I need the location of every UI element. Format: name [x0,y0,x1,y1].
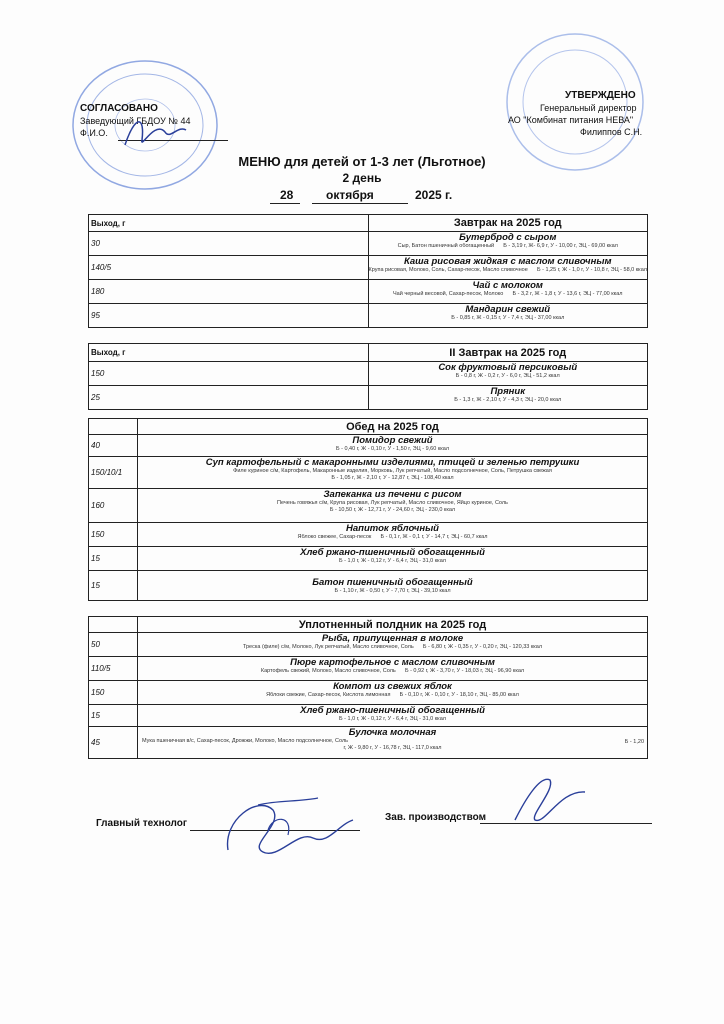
row-out: 45 [89,727,138,759]
dish-nutrition: Б - 1,0 г, Ж - 0,12 г, У - 6,4 г, ЭЦ - 31,0 ккал [339,716,446,722]
dish-name: Компот из свежих яблок [333,681,452,692]
dish-nutrition: Б - 0,92 г, Ж - 3,70 г, У - 18,03 г, ЭЦ - 96,90 ккал [404,668,525,674]
table-row [89,280,648,304]
approval-left-position: Заведующий ГБДОУ № 44 [80,116,191,126]
chief-technologist-label: Главный технолог [96,818,188,829]
snack-header-row [89,617,648,633]
dish-name: Хлеб ржано-пшеничный обогащенный [300,547,485,558]
row-out: 15 [89,547,138,571]
row-out: 15 [89,571,138,601]
dish-composition [138,534,647,541]
breakfast-title: Завтрак на 2025 год [368,215,648,232]
row-out: 110/5 [89,657,138,681]
table-row [89,232,648,256]
dish-ingredients: Крупа рисовая, Молоко, Соль, Сахар-песок, Масло сливочное [368,267,528,273]
breakfast2-out-header: Выход, г [89,344,369,362]
row-content [368,256,648,280]
head-signature-icon [120,110,190,155]
table-row [89,633,648,657]
dish-ingredients: Яблоки свежие, Сахар-песок, Кислота лимонная [266,692,391,698]
approval-right-position: Генеральный директор [540,103,637,113]
row-out: 95 [89,304,369,328]
menu-date [270,186,460,206]
lunch-title: Обед на 2025 год [138,419,648,435]
dish-nutrition: Б - 1,25 г, Ж - 1,0 г, У - 10,8 г, ЭЦ - 58,0 ккал [536,267,647,273]
lunch-header-row [89,419,648,435]
table-row [89,489,648,523]
row-content [138,489,648,523]
table-row [89,386,648,410]
date-day: 28 [280,188,294,202]
dish-ingredients: Печень говяжья с/м, Крупа рисовая, Лук репчатый, Масло сливочное, Яйцо куриное, Соль [277,500,508,506]
dish-name: Хлеб ржано-пшеничный обогащенный [300,705,485,716]
breakfast2-title: II Завтрак на 2025 год [368,344,648,362]
row-out: 15 [89,705,138,727]
row-content [368,232,648,256]
row-out: 150 [89,362,369,386]
approval-right-title: УТВЕРЖДЕНО [565,90,636,101]
row-out: 160 [89,489,138,523]
lunch-table [88,418,648,601]
approval-right-company: АО "Комбинат питания НЕВА" [508,115,634,125]
dish-nutrition: Б - 1,05 г, Ж - 2,10 г, У - 12,87 г, ЭЦ - 108,40 ккал [331,475,454,481]
date-day-line [270,203,300,204]
approval-left-fio: Ф.И.О. [80,128,108,138]
dish-name: Пюре картофельное с маслом сливочным [290,657,495,668]
row-content [368,362,648,386]
dish-nutrition: Б - 0,10 г, Ж - 0,10 г, У - 18,10 г, ЭЦ - 85,00 ккал [399,692,519,698]
dish-nutrition: Б - 6,80 г, Ж - 0,35 г, У - 0,20 г, ЭЦ - 120,33 ккал [422,644,543,650]
row-out: 150 [89,523,138,547]
dish-nutrition: Б - 1,3 г, Ж - 2,10 г, У - 4,3 г, ЭЦ - 20,0 ккал [454,397,562,403]
dish-nutrition: Б - 10,50 г, Ж - 12,71 г, У - 24,60 г, ЭЦ - 230,0 ккал [329,507,456,513]
row-content [138,657,648,681]
table-row [89,435,648,457]
row-content [138,571,648,601]
dish-ingredients: Мука пшеничная в/с, Сахар-песок, Дрожжи, Молоко, Масло подсолнечное, Соль [142,738,349,744]
menu-day: 2 день [342,171,382,185]
dish-name: Булочка молочная [348,727,437,738]
date-year: 2025 г. [415,188,453,202]
dish-ingredients: Чай черный весовой, Сахар-песок, Молоко [393,291,504,297]
row-content [368,386,648,410]
dish-nutrition: Б - 1,0 г, Ж - 0,12 г, У - 6,4 г, ЭЦ - 31,0 ккал [339,558,446,564]
row-content [368,304,648,328]
dish-name: Мандарин свежий [465,304,551,315]
breakfast2-table [88,343,648,410]
row-out: 50 [89,633,138,657]
dish-name: Бутерброд с сыром [459,232,557,243]
dish-name: Помидор свежий [352,435,433,446]
dish-ingredients: Филе куриное с/м, Картофель, Макаронные изделия, Морковь, Лук репчатый, Масло подсолнечное, Соль, Петрушка свежая [233,468,552,474]
dish-composition [138,644,647,651]
table-row [89,362,648,386]
snack-out-empty [89,617,138,633]
table-row [89,571,648,601]
table-row [89,256,648,280]
dish-composition [138,668,647,675]
dish-composition [138,692,647,699]
row-out: 140/5 [89,256,369,280]
dish-nutrition: Б - 0,8 г, Ж - 0,2 г, У - 6,0 г, ЭЦ - 51,2 ккал [455,373,560,379]
row-content [138,435,648,457]
dish-name: Каша рисовая жидкая с маслом сливочным [404,256,612,267]
table-row [89,657,648,681]
row-content [138,727,648,759]
snack-title: Уплотненный полдник на 2025 год [138,617,648,633]
dish-name: Сок фруктовый персиковый [438,362,578,373]
approval-right-name: Филиппов С.Н. [580,127,643,137]
breakfast-header-row [89,215,648,232]
table-row [89,304,648,328]
row-out: 180 [89,280,369,304]
dish-ingredients: Сыр, Батон пшеничный обогащенный [397,243,495,249]
dish-name: Запеканка из печени с рисом [323,489,462,500]
production-head-signature-icon [500,770,590,830]
dish-ingredients: Треска (филе) с/м, Молоко, Лук репчатый, Масло сливочное, Соль [242,644,414,650]
dish-nutrition: Б - 3,2 г, Ж - 1,8 г, У - 13,6 г, ЭЦ - 77,00 ккал [512,291,623,297]
dish-nutrition: Б - 1,10 г, Ж - 0,50 г, У - 7,70 г, ЭЦ - 39,10 ккал [334,588,451,594]
table-row [89,547,648,571]
dish-ingredients: Яблоко свежее, Сахар-песок [297,534,372,540]
dish-nutrition: Б - 0,1 г, Ж - 0,1 г, У - 14,7 г, ЭЦ - 60,7 ккал [380,534,488,540]
dish-nutrition: Б - 3,19 г, Ж- 6,9 г, У - 10,00 г, ЭЦ - 69,00 ккал [503,243,618,249]
row-out: 150 [89,681,138,705]
breakfast-table [88,214,648,328]
row-content [138,681,648,705]
date-month-line [312,203,408,204]
dish-name: Напиток яблочный [346,523,439,534]
table-row [89,523,648,547]
dish-ingredients: Картофель свежий, Молоко, Масло сливочное, Соль [260,668,396,674]
dish-nutrition: Б - 0,40 г, Ж - 0,10 г, У - 1,50 г, ЭЦ - 9,60 ккал [335,446,450,452]
row-out: 150/10/1 [89,457,138,489]
dish-composition [369,243,648,250]
approval-left-title: СОГЛАСОВАНО [80,103,158,114]
table-row [89,727,648,759]
row-out: 25 [89,386,369,410]
row-content [138,547,648,571]
row-content [368,280,648,304]
row-content [138,705,648,727]
dish-name: Батон пшеничный обогащенный [312,577,473,588]
table-row [89,681,648,705]
dish-name: Пряник [490,386,526,397]
snack-table [88,616,648,759]
dish-nutrition: г, Ж - 9,80 г, У - 16,78 г, ЭЦ - 117,0 ккал [343,745,442,751]
company-stamp-icon [500,32,650,172]
dish-nutrition-side: Б - 1,20 [624,739,644,745]
date-month: октября [326,188,374,202]
row-out: 40 [89,435,138,457]
row-content [138,457,648,489]
dish-nutrition: Б - 0,85 г, Ж - 0,15 г, У - 7,4 г, ЭЦ - 37,00 ккал [451,315,565,321]
dish-composition [369,291,648,298]
lunch-out-empty [89,419,138,435]
breakfast-out-header: Выход, г [89,215,369,232]
chief-technologist-signature-icon [218,790,358,865]
menu-title: МЕНЮ для детей от 1-3 лет (Льготное) [238,154,486,169]
table-row [89,705,648,727]
dish-name: Суп картофельный с макаронными изделиями, птицей и зеленью петрушки [205,457,580,468]
dish-name: Рыба, припущенная в молоке [321,633,464,644]
dish-name: Чай с молоком [472,280,543,291]
breakfast2-header-row [89,344,648,362]
production-head-label: Зав. производством [385,812,486,823]
row-out: 30 [89,232,369,256]
table-row [89,457,648,489]
row-content [138,633,648,657]
dish-composition [369,267,648,274]
row-content [138,523,648,547]
